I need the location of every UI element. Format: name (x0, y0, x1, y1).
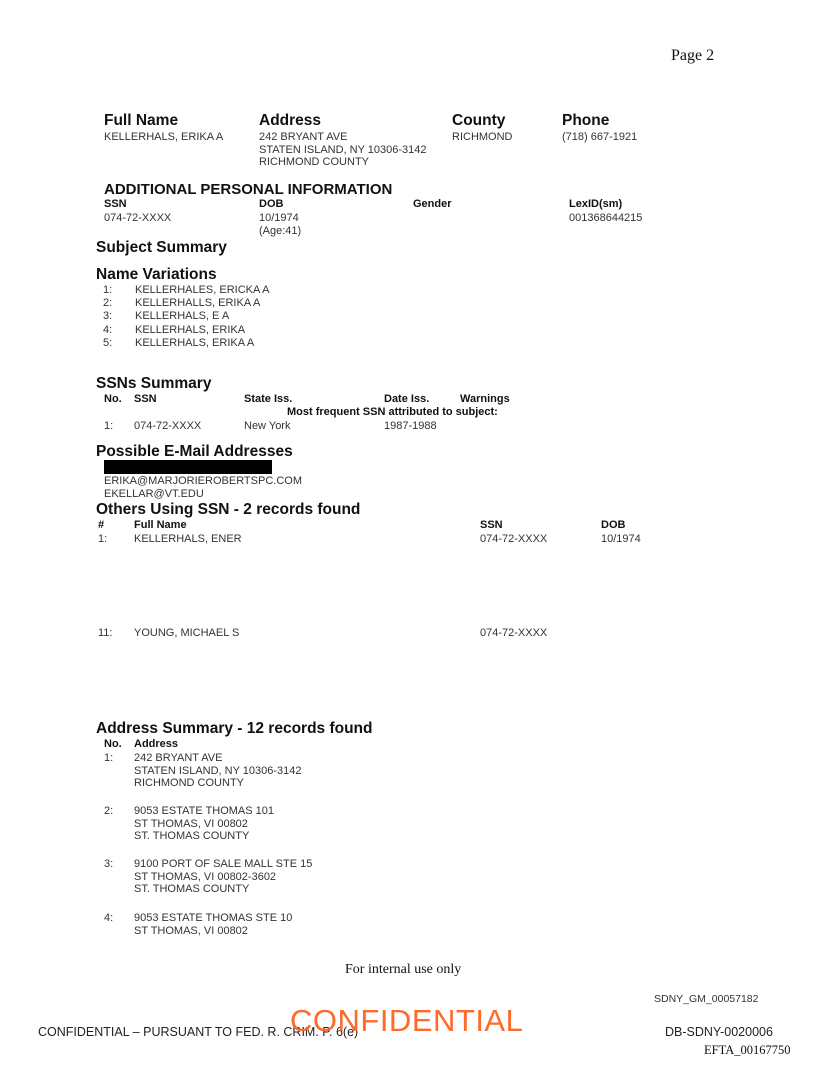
address-col-no: No. (104, 738, 122, 750)
subject-county: RICHMOND (452, 131, 513, 143)
others-row-name: KELLERHALS, ENER (134, 533, 242, 545)
ssns-summary-title: SSNs Summary (96, 375, 212, 392)
redaction-bar (104, 460, 272, 474)
ssns-col-no: No. (104, 393, 122, 405)
county-heading: County (452, 112, 506, 129)
others-row-dob: 10/1974 (601, 533, 641, 545)
ssns-col-date: Date Iss. (384, 393, 430, 405)
subject-summary-title: Subject Summary (96, 239, 227, 256)
confidential-stamp: CONFIDENTIAL (290, 1003, 524, 1038)
confidential-notice: CONFIDENTIAL – PURSUANT TO FED. R. CRIM. P. 6(e) (38, 1025, 359, 1039)
ssns-row-ssn: 074-72-XXXX (134, 420, 202, 432)
email-address: ERIKA@MARJORIEROBERTSPC.COM (104, 475, 302, 487)
address-item-lines: 9053 ESTATE THOMAS 101 ST THOMAS, VI 00802 ST. THOMAS COUNTY (134, 805, 275, 842)
others-col-name: Full Name (134, 519, 187, 531)
name-variations-title: Name Variations (96, 266, 217, 283)
page-number: Page 2 (671, 47, 715, 64)
ssn-value: 074-72-XXXX (104, 212, 172, 224)
address-item-num: 1: (104, 752, 114, 764)
others-row-num: 1: (98, 533, 108, 545)
ssn-label: SSN (104, 198, 127, 210)
bates-number: SDNY_GM_00057182 (654, 993, 759, 1005)
others-col-ssn: SSN (480, 519, 503, 531)
address-item-num: 2: (104, 805, 114, 817)
full-name-heading: Full Name (104, 112, 179, 129)
bates-number: DB-SDNY-0020006 (665, 1025, 773, 1039)
lexid-value: 001368644215 (569, 212, 643, 224)
subject-full-name: KELLERHALS, ERIKA A (104, 131, 224, 143)
ssns-note: Most frequent SSN attributed to subject: (287, 406, 498, 418)
additional-info-title: ADDITIONAL PERSONAL INFORMATION (104, 181, 393, 198)
others-row-ssn: 074-72-XXXX (480, 533, 548, 545)
subject-address: 242 BRYANT AVE STATEN ISLAND, NY 10306-3142 RICHMOND COUNTY (259, 131, 427, 168)
address-item-num: 3: (104, 858, 114, 870)
ssns-row-state: New York (244, 420, 291, 432)
address-col-address: Address (134, 738, 179, 750)
emails-title: Possible E-Mail Addresses (96, 443, 293, 460)
address-summary-title: Address Summary - 12 records found (96, 720, 373, 737)
address-item-num: 4: (104, 912, 114, 924)
bates-number: EFTA_00167750 (704, 1043, 791, 1057)
address-item-lines: 242 BRYANT AVE STATEN ISLAND, NY 10306-3142 RICHMOND COUNTY (134, 752, 302, 789)
others-row-name: YOUNG, MICHAEL S (134, 627, 240, 639)
ssns-row-date: 1987-1988 (384, 420, 437, 432)
address-heading: Address (259, 112, 322, 129)
others-col-num: # (98, 519, 105, 531)
gender-label: Gender (413, 198, 452, 210)
ssns-row-no: 1: (104, 420, 114, 432)
ssns-col-ssn: SSN (134, 393, 157, 405)
subject-phone: (718) 667-1921 (562, 131, 638, 143)
lexid-label: LexID(sm) (569, 198, 623, 210)
address-item-lines: 9100 PORT OF SALE MALL STE 15 ST THOMAS, VI 00802-3602 ST. THOMAS COUNTY (134, 858, 313, 895)
ssns-col-state: State Iss. (244, 393, 293, 405)
others-ssn-title: Others Using SSN - 2 records found (96, 501, 361, 518)
dob-label: DOB (259, 198, 284, 210)
dob-value: 10/1974 (259, 212, 299, 224)
others-row-num: 11: (98, 627, 113, 639)
others-row-ssn: 074-72-XXXX (480, 627, 548, 639)
ssns-col-warnings: Warnings (460, 393, 510, 405)
others-col-dob: DOB (601, 519, 626, 531)
phone-heading: Phone (562, 112, 610, 129)
internal-use-note: For internal use only (345, 962, 462, 977)
email-address: EKELLAR@VT.EDU (104, 488, 204, 500)
age-value: (Age:41) (259, 225, 302, 237)
address-item-lines: 9053 ESTATE THOMAS STE 10 ST THOMAS, VI 00802 (134, 912, 293, 937)
